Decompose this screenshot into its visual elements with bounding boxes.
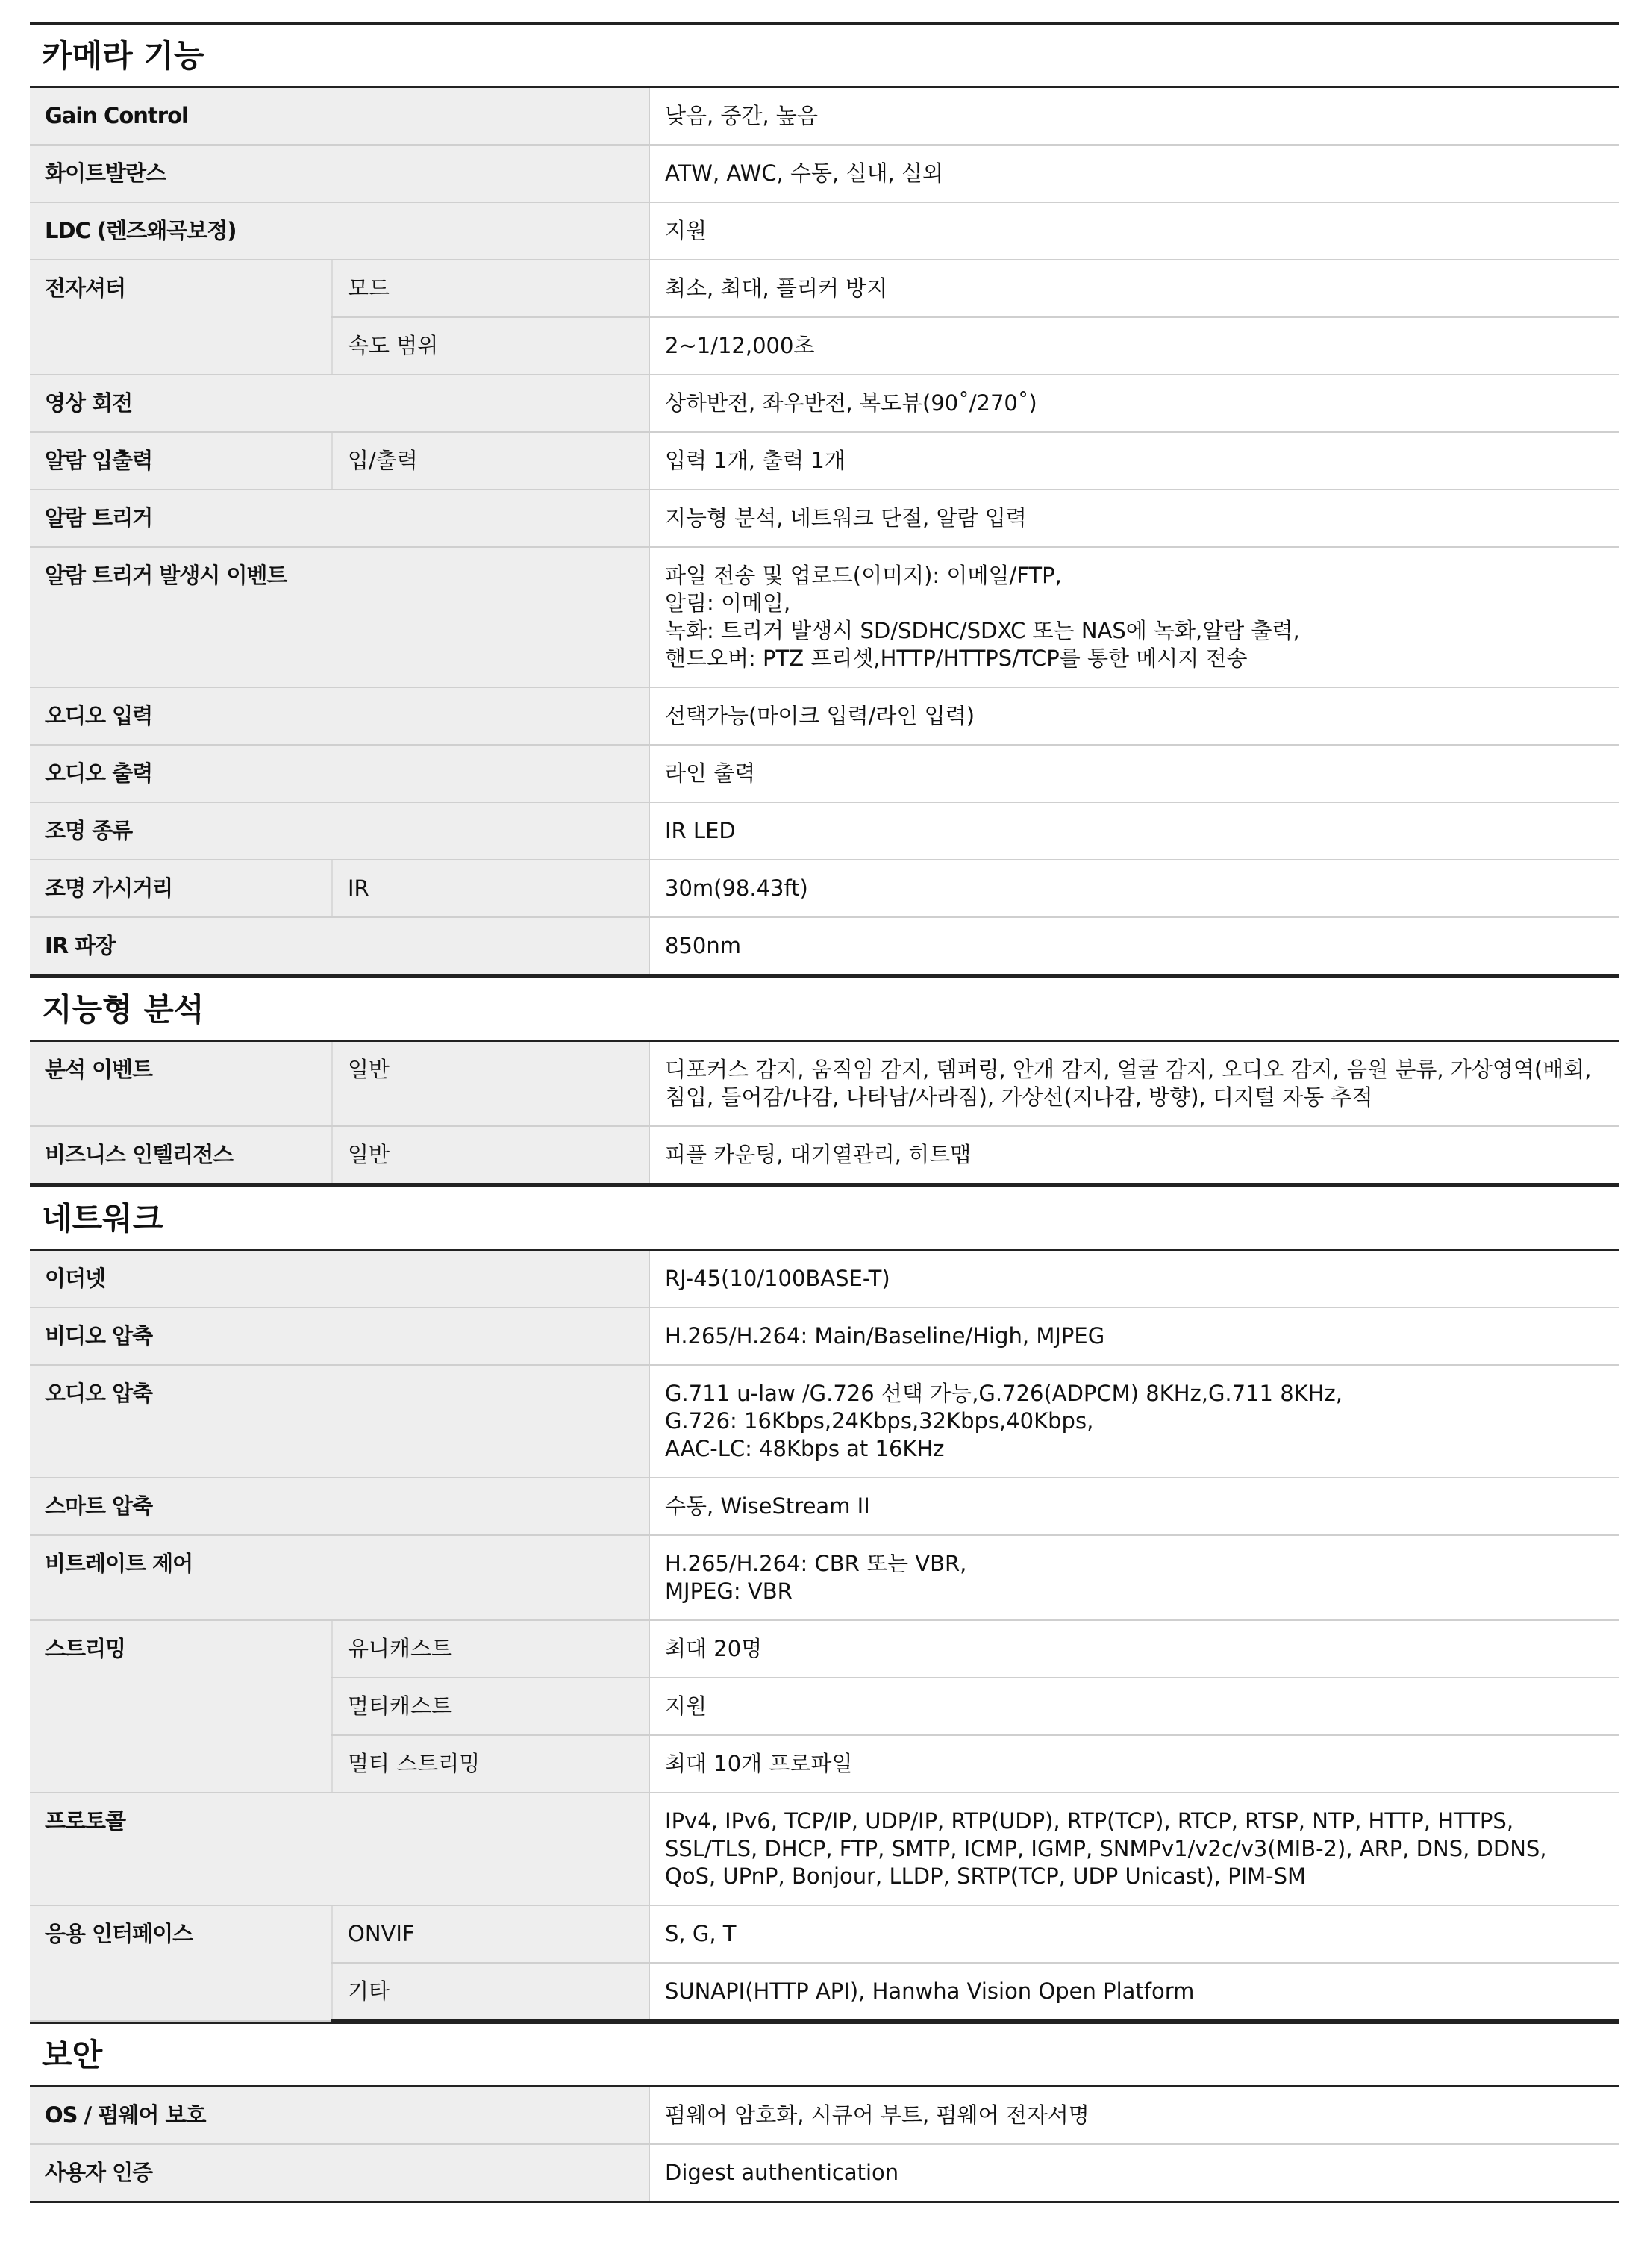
spec-row: [30, 1620, 1619, 1678]
spec-label: 비트레이트 제어: [30, 1535, 649, 1620]
spec-label: 알람 입출력: [30, 432, 332, 490]
spec-row: [30, 490, 1619, 547]
spec-row: [30, 687, 1619, 745]
spec-row: [30, 1793, 1619, 1905]
spec-label: 응용 인터페이스: [30, 1905, 332, 2021]
spec-value: RJ-45(10/100BASE-T): [649, 1251, 1619, 1308]
spec-section: [30, 976, 1619, 1185]
spec-value: 상하반전, 좌우반전, 복도뷰(90˚/270˚): [649, 375, 1619, 432]
spec-value: 지원: [649, 202, 1619, 260]
spec-table: [30, 2087, 1619, 2203]
spec-value: 디포커스 감지, 움직임 감지, 템퍼링, 안개 감지, 얼굴 감지, 오디오 감지, 음원 분류, 가상영역(배회, 침입, 들어감/나감, 나타남/사라짐), 가상선(지나감, 방향), 디지털 자동 추적: [649, 1042, 1619, 1126]
spec-value: 지능형 분석, 네트워크 단절, 알람 입력: [649, 490, 1619, 547]
spec-value: IPv4, IPv6, TCP/IP, UDP/IP, RTP(UDP), RTP(TCP), RTCP, RTSP, NTP, HTTP, HTTPS, SSL/TLS, DHCP, FTP, SMTP, ICMP, IGMP, SNMPv1/v2c/v3(MIB-2), ARP, DNS, DDNS, QoS, UPnP, Bonjour, LLDP, SRTP(TCP, UDP Unicast), PIM-SM: [649, 1793, 1619, 1905]
spec-value: 펌웨어 암호화, 시큐어 부트, 펌웨어 전자서명: [649, 2087, 1619, 2144]
spec-value: H.265/H.264: Main/Baseline/High, MJPEG: [649, 1308, 1619, 1365]
spec-label: 조명 가시거리: [30, 860, 332, 917]
spec-value: 입력 1개, 출력 1개: [649, 432, 1619, 490]
spec-value: 선택가능(마이크 입력/라인 입력): [649, 687, 1619, 745]
spec-label: 스마트 압축: [30, 1478, 649, 1535]
spec-row: [30, 145, 1619, 202]
spec-row: [30, 802, 1619, 860]
section-title: 지능형 분석: [30, 976, 1619, 1042]
spec-label: 비디오 압축: [30, 1308, 649, 1365]
spec-row: [30, 547, 1619, 687]
spec-table: [30, 88, 1619, 976]
spec-row: [30, 432, 1619, 490]
spec-row: [30, 202, 1619, 260]
spec-section: [30, 2022, 1619, 2203]
spec-label: IR 파장: [30, 917, 649, 975]
spec-row: [30, 1308, 1619, 1365]
spec-value: 최소, 최대, 플리커 방지: [649, 260, 1619, 317]
spec-sublabel: ONVIF: [332, 1905, 649, 1963]
spec-row: [30, 1042, 1619, 1126]
spec-value: SUNAPI(HTTP API), Hanwha Vision Open Platform: [649, 1963, 1619, 2021]
spec-value: 지원: [649, 1678, 1619, 1735]
spec-label: 프로토콜: [30, 1793, 649, 1905]
spec-row: [30, 375, 1619, 432]
spec-value: 최대 10개 프로파일: [649, 1735, 1619, 1793]
spec-row: [30, 1126, 1619, 1184]
spec-sublabel: 일반: [332, 1126, 649, 1184]
spec-table: [30, 1042, 1619, 1185]
spec-sublabel: 기타: [332, 1963, 649, 2021]
spec-section: [30, 22, 1619, 976]
spec-value: 수동, WiseStream II: [649, 1478, 1619, 1535]
spec-value: S, G, T: [649, 1905, 1619, 1963]
spec-row: [30, 2087, 1619, 2144]
spec-row: [30, 1478, 1619, 1535]
spec-row: [30, 1365, 1619, 1478]
section-title: 카메라 기능: [30, 22, 1619, 88]
spec-sublabel: 모드: [332, 260, 649, 317]
spec-row: [30, 2144, 1619, 2202]
spec-label: 화이트발란스: [30, 145, 649, 202]
spec-label: 비즈니스 인텔리전스: [30, 1126, 332, 1184]
spec-row: [30, 745, 1619, 802]
spec-label: 오디오 압축: [30, 1365, 649, 1478]
spec-row: [30, 1251, 1619, 1308]
spec-row: [30, 1905, 1619, 1963]
spec-row: [30, 860, 1619, 917]
spec-sublabel: 일반: [332, 1042, 649, 1126]
spec-value: 파일 전송 및 업로드(이미지): 이메일/FTP, 알림: 이메일, 녹화: 트리거 발생시 SD/SDHC/SDXC 또는 NAS에 녹화,알람 출력, 핸드오버: PTZ 프리셋,HTTP/HTTPS/TCP를 통한 메시지 전송: [649, 547, 1619, 687]
spec-row: [30, 917, 1619, 975]
spec-value: 피플 카운팅, 대기열관리, 히트맵: [649, 1126, 1619, 1184]
spec-value: 850nm: [649, 917, 1619, 975]
spec-value: 2~1/12,000초: [649, 317, 1619, 375]
spec-value: H.265/H.264: CBR 또는 VBR, MJPEG: VBR: [649, 1535, 1619, 1620]
spec-sublabel: IR: [332, 860, 649, 917]
spec-label: 오디오 출력: [30, 745, 649, 802]
spec-value: G.711 u-law /G.726 선택 가능,G.726(ADPCM) 8KHz,G.711 8KHz, G.726: 16Kbps,24Kbps,32Kbps,40Kbps, AAC-LC: 48Kbps at 16KHz: [649, 1365, 1619, 1478]
spec-value: 최대 20명: [649, 1620, 1619, 1678]
spec-label: OS / 펌웨어 보호: [30, 2087, 649, 2144]
spec-value: 30m(98.43ft): [649, 860, 1619, 917]
spec-label: 전자셔터: [30, 260, 332, 375]
spec-label: 스트리밍: [30, 1620, 332, 1793]
spec-label: 조명 종류: [30, 802, 649, 860]
spec-label: 알람 트리거 발생시 이벤트: [30, 547, 649, 687]
spec-section: [30, 1185, 1619, 2022]
spec-value: Digest authentication: [649, 2144, 1619, 2202]
spec-label: Gain Control: [30, 88, 649, 145]
spec-label: 분석 이벤트: [30, 1042, 332, 1126]
section-title: 네트워크: [30, 1185, 1619, 1251]
spec-sublabel: 속도 범위: [332, 317, 649, 375]
spec-table: [30, 1251, 1619, 2022]
spec-label: 알람 트리거: [30, 490, 649, 547]
spec-value: IR LED: [649, 802, 1619, 860]
spec-sublabel: 멀티캐스트: [332, 1678, 649, 1735]
spec-value: 낮음, 중간, 높음: [649, 88, 1619, 145]
spec-label: 영상 회전: [30, 375, 649, 432]
spec-label: LDC (렌즈왜곡보정): [30, 202, 649, 260]
spec-label: 이더넷: [30, 1251, 649, 1308]
spec-label: 사용자 인증: [30, 2144, 649, 2202]
spec-content: [30, 22, 1619, 2203]
spec-label: 오디오 입력: [30, 687, 649, 745]
spec-row: [30, 260, 1619, 317]
spec-value: 라인 출력: [649, 745, 1619, 802]
section-title: 보안: [30, 2022, 1619, 2087]
spec-sublabel: 유니캐스트: [332, 1620, 649, 1678]
spec-sublabel: 멀티 스트리밍: [332, 1735, 649, 1793]
spec-sublabel: 입/출력: [332, 432, 649, 490]
spec-row: [30, 1535, 1619, 1620]
spec-value: ATW, AWC, 수동, 실내, 실외: [649, 145, 1619, 202]
spec-row: [30, 88, 1619, 145]
